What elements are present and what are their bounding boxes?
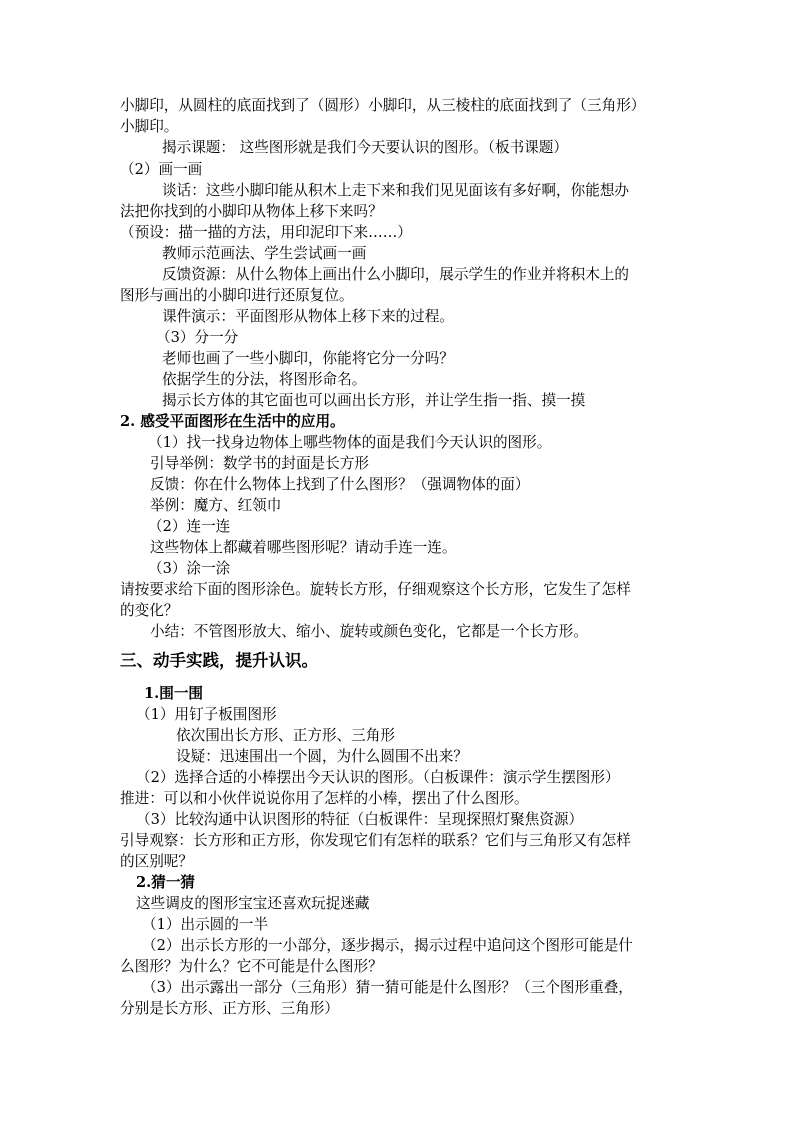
text-line: 的区别呢？ <box>120 853 193 870</box>
text-line: （1）用钉子板围图形 <box>136 706 277 723</box>
text-line: 的变化？ <box>120 602 179 619</box>
text-line: （预设：描一描的方法，用印泥印下来……） <box>120 224 412 241</box>
text-line: 教师示范画法、学生尝试画一画 <box>162 245 367 262</box>
section-heading: 2. 感受平面图形在生活中的应用。 <box>120 413 345 430</box>
chapter-heading: 三、动手实践，提升认识。 <box>120 651 318 670</box>
text-line: 图形与画出的小脚印进行还原复位。 <box>120 287 354 304</box>
text-line: （1）找一找身边物体上哪些物体的面是我们今天认识的图形。 <box>148 434 552 451</box>
subsection-heading: 1.围一围 <box>144 685 204 702</box>
text-line: 揭示课题： 这些图形就是我们今天要认识的图形。（板书课题） <box>162 139 568 156</box>
text-line: （2）画一画 <box>120 161 203 178</box>
text-line: （3）涂一涂 <box>148 560 231 577</box>
text-line: （3）比较沟通中认识图形的特征（白板课件：呈现探照灯聚焦资源） <box>136 811 584 828</box>
text-line: 谈话：这些小脚印能从积木上走下来和我们见见面该有多好啊，你能想办 <box>162 182 630 199</box>
text-line: 举例：魔方、红领巾 <box>150 497 282 514</box>
text-line: 小脚印。 <box>120 118 179 135</box>
text-line: 推进：可以和小伙伴说说你用了怎样的小棒，摆出了什么图形。 <box>120 790 529 807</box>
text-line: （1）出示圆的一半 <box>142 916 269 933</box>
text-line: 依据学生的分法，将图形命名。 <box>162 371 367 388</box>
text-line: 小结：不管图形放大、缩小、旋转或颜色变化，它都是一个长方形。 <box>150 623 588 640</box>
text-line: 法把你找到的小脚印从物体上移下来吗？ <box>120 203 383 220</box>
text-line: 请按要求给下面的图形涂色。旋转长方形，仔细观察这个长方形，它发生了怎样 <box>120 581 631 598</box>
text-line: 么图形？为什么？它不可能是什么图形？ <box>120 958 383 975</box>
text-line: 依次围出长方形、正方形、三角形 <box>176 727 395 744</box>
text-line: （3）分一分 <box>156 329 239 346</box>
text-line: （2）选择合适的小棒摆出今天认识的图形。（白板课件：演示学生摆图形） <box>136 769 620 786</box>
text-line: （2）连一连 <box>148 518 231 535</box>
text-line: 反馈：你在什么物体上找到了什么图形？（强调物体的面） <box>150 476 530 493</box>
text-line: 分别是长方形、正方形、三角形） <box>120 1000 339 1017</box>
text-line: 引导观察：长方形和正方形，你发现它们有怎样的联系？它们与三角形又有怎样 <box>120 832 631 849</box>
text-line: 老师也画了一些小脚印，你能将它分一分吗？ <box>162 350 454 367</box>
text-line: 这些调皮的图形宝宝还喜欢玩捉迷藏 <box>136 895 370 912</box>
text-line: 设疑：迅速围出一个圆，为什么圆围不出来？ <box>176 748 468 765</box>
text-line: 揭示长方体的其它面也可以画出长方形，并让学生指一指、摸一摸 <box>162 392 586 409</box>
text-line: 反馈资源：从什么物体上画出什么小脚印，展示学生的作业并将积木上的 <box>162 266 630 283</box>
text-line: 课件演示：平面图形从物体上移下来的过程。 <box>162 308 454 325</box>
text-line: （3）出示露出一部分（三角形）猜一猜可能是什么图形？（三个图形重叠， <box>142 979 633 996</box>
text-line: 这些物体上都藏着哪些图形呢？请动手连一连。 <box>150 539 457 556</box>
subsection-heading: 2.猜一猜 <box>136 874 196 891</box>
text-line: 引导举例：数学书的封面是长方形 <box>150 455 369 472</box>
text-line: （2）出示长方形的一小部分，逐步揭示，揭示过程中追问这个图形可能是什 <box>142 937 633 954</box>
text-line: 小脚印，从圆柱的底面找到了（圆形）小脚印，从三棱柱的底面找到了（三角形） <box>120 97 646 114</box>
